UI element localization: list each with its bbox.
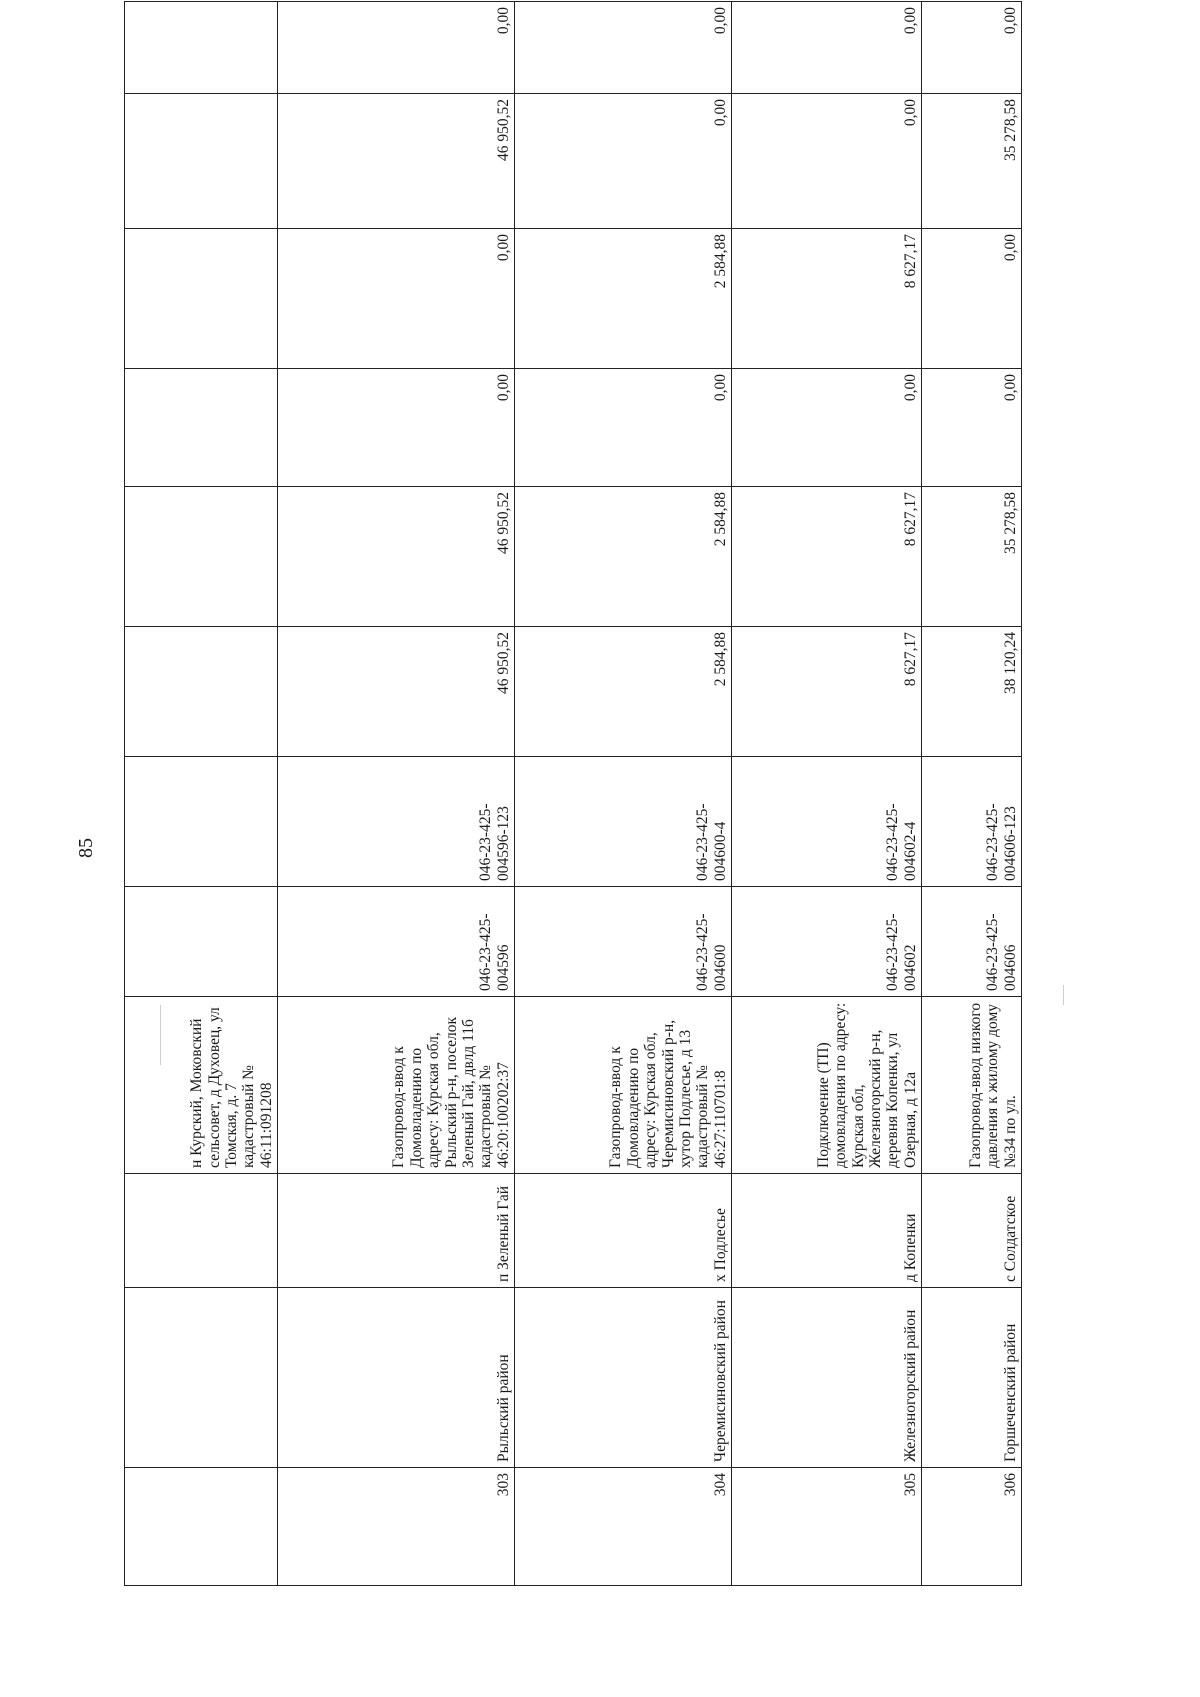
object-code: 046-23-425-004596-123 [278,757,515,887]
value-1: 2 584,88 [515,627,732,757]
table-row [515,2,732,1586]
object-description: Газопровод-ввод к Домовладению по адресу: Курская обл, Черемисиновский р-н, хутор Подлесье, д 13 кадастровый № 46:27:110701:8 [515,997,732,1174]
object-code: 046-23-425-004606-123 [922,757,1022,887]
value-4: 2 584,88 [515,229,732,369]
district: Рыльский район [278,1288,515,1468]
value-3: 0,00 [278,369,515,487]
value-6: 0,00 [278,2,515,94]
object-code: 046-23-425-004600-4 [515,757,732,887]
scan-mark [1063,985,1064,1005]
contract-code: 046-23-425-004606 [922,887,1022,997]
object-description: Газопровод-ввод к Домовладению по адресу: Курская обл, Рыльский р-н, поселок Зеленый Гай, двлд 11б кадастровый № 46:20:100202:37 [278,997,515,1174]
contract-code: 046-23-425-004596 [278,887,515,997]
value-3: 0,00 [732,369,922,487]
row-number: 304 [515,1468,732,1586]
row-number: 305 [732,1468,922,1586]
value-5: 0,00 [732,94,922,229]
contract-code [125,887,278,997]
value-3: 0,00 [515,369,732,487]
page-number: 85 [75,838,97,858]
value-2 [125,487,278,627]
district [125,1288,278,1468]
value-2: 8 627,17 [732,487,922,627]
value-5: 0,00 [515,94,732,229]
table-row [922,2,1022,1586]
value-1: 38 120,24 [922,627,1022,757]
table-container [124,7,1019,1586]
value-2: 2 584,88 [515,487,732,627]
contract-code: 046-23-425-004600 [515,887,732,997]
row-number: 306 [922,1468,1022,1586]
object-description: Газопровод-ввод низкого давления к жилому дому №34 по ул. [922,997,1022,1174]
row-number: 303 [278,1468,515,1586]
district: Железногорский район [732,1288,922,1468]
value-2: 35 278,58 [922,487,1022,627]
row-number [125,1468,278,1586]
value-3: 0,00 [922,369,1022,487]
object-code: 046-23-425-004602-4 [732,757,922,887]
value-6 [125,2,278,94]
value-6: 0,00 [922,2,1022,94]
contract-code: 046-23-425-004602 [732,887,922,997]
value-5: 35 278,58 [922,94,1022,229]
value-5: 46 950,52 [278,94,515,229]
value-6: 0,00 [515,2,732,94]
registry-table [124,1,1022,1586]
table-row-continuation [125,2,278,1586]
value-5 [125,94,278,229]
settlement: с Солдатское [922,1174,1022,1288]
settlement: д Копенки [732,1174,922,1288]
value-4: 8 627,17 [732,229,922,369]
settlement: п Зеленый Гай [278,1174,515,1288]
district: Черемисиновский район [515,1288,732,1468]
object-description: н Курский, Моковский сельсовет, д Духовец, ул Томская, д. 7 кадастровый № 46:11:091208 [125,997,278,1174]
value-4 [125,229,278,369]
table-row [278,2,515,1586]
object-description: Подключение (ТП) домовладения по адресу: Курская обл, Железногорский р-н, деревня Копенки, ул Озерная, д 12а [732,997,922,1174]
value-4: 0,00 [922,229,1022,369]
value-4: 0,00 [278,229,515,369]
settlement [125,1174,278,1288]
value-6: 0,00 [732,2,922,94]
object-code [125,757,278,887]
value-1: 8 627,17 [732,627,922,757]
table-row [732,2,922,1586]
value-1 [125,627,278,757]
district: Горшеченский район [922,1288,1022,1468]
value-1: 46 950,52 [278,627,515,757]
settlement: х Подлесье [515,1174,732,1288]
value-2: 46 950,52 [278,487,515,627]
value-3 [125,369,278,487]
